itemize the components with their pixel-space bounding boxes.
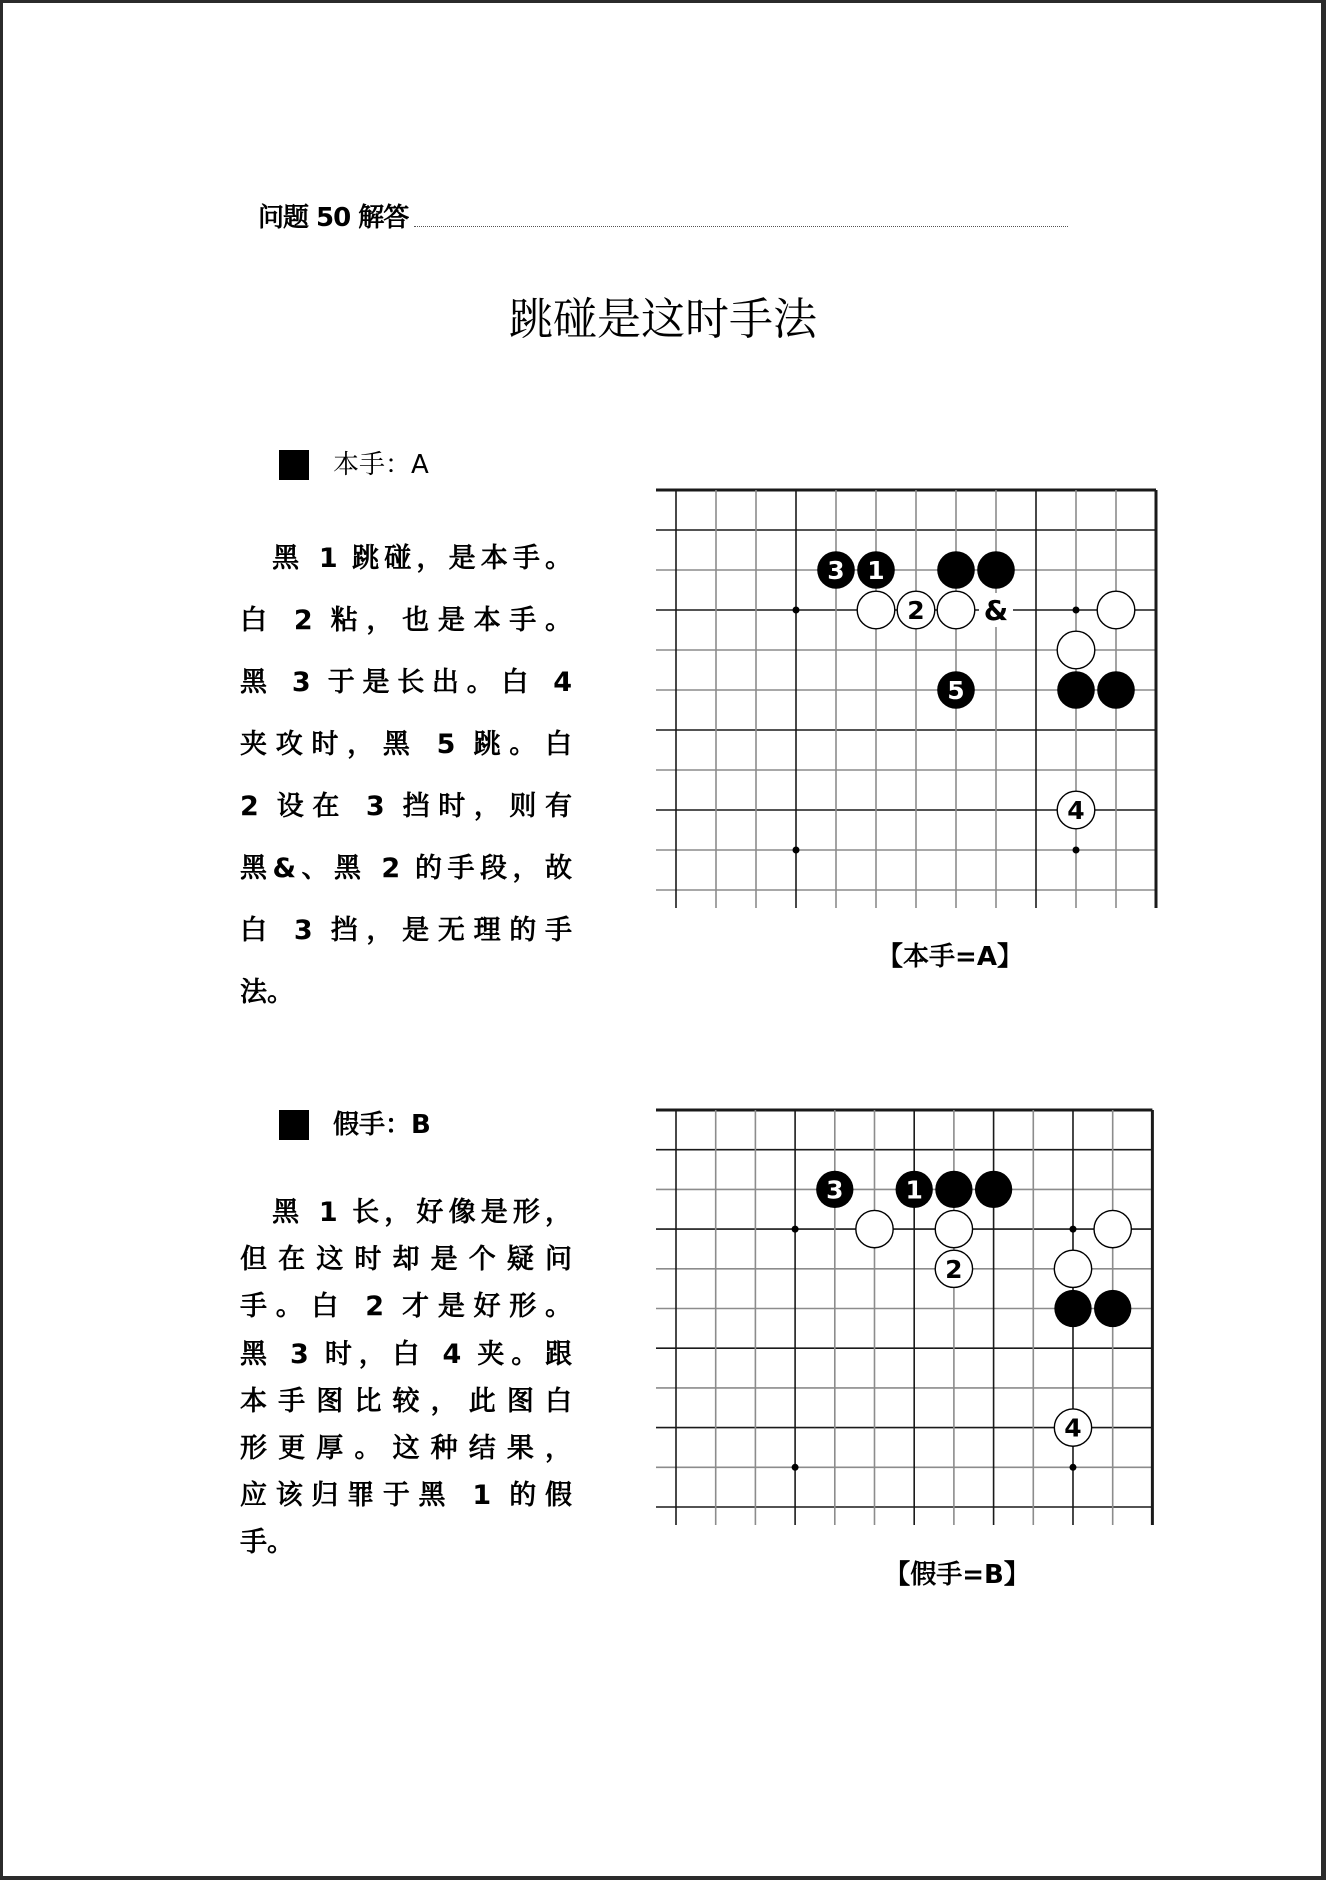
white-stone-icon: [1097, 591, 1135, 629]
body-line: 黑 1 跳碰，是本手。: [240, 543, 572, 574]
section-heading-a: [279, 449, 429, 481]
star-point-icon: [793, 607, 800, 614]
black-square-bullet-icon: [279, 450, 309, 480]
header-label: 问题 50 解答: [258, 203, 409, 233]
body-line: 白 3 挡，是无理的手: [240, 915, 572, 946]
black-stone-icon: [937, 671, 975, 709]
white-stone-icon: [1094, 1210, 1131, 1247]
body-line: 2 设在 3 挡时，则有: [240, 791, 572, 822]
body-line: 黑 3 时，白 4 夹。跟: [240, 1338, 572, 1370]
section-b-body: [240, 1189, 572, 1567]
svg-text:&: &: [983, 594, 1009, 627]
star-point-icon: [1073, 607, 1080, 614]
star-point-icon: [1069, 1464, 1076, 1471]
body-line: 形更厚。这种结果，: [240, 1432, 572, 1464]
body-line: 手。: [240, 1527, 294, 1559]
white-stone-icon: [1054, 1409, 1091, 1446]
white-stone-icon: [897, 591, 935, 629]
body-line: 黑&、黑 2 的手段，故: [240, 853, 572, 884]
black-stone-icon: [857, 551, 895, 589]
svg-text:2: 2: [945, 1254, 963, 1284]
go-board-a: [656, 488, 1160, 910]
svg-text:3: 3: [826, 1175, 844, 1205]
black-stone-icon: [1097, 671, 1135, 709]
body-line: 但在这时却是个疑问: [240, 1244, 572, 1276]
board-grid: [656, 1108, 1156, 1527]
black-stone-icon: [935, 1171, 972, 1208]
svg-text:3: 3: [827, 556, 845, 585]
svg-text:1: 1: [905, 1175, 923, 1205]
body-line: 本手图比较，此图白: [240, 1385, 572, 1417]
black-stone-icon: [937, 551, 975, 589]
body-line: 夹攻时，黑 5 跳。白: [240, 729, 572, 760]
body-line: 黑 3 于是长出。白 4: [240, 667, 572, 698]
black-stone-icon: [816, 1171, 853, 1208]
svg-text:4: 4: [1067, 796, 1085, 825]
black-stone-icon: [817, 551, 855, 589]
black-square-bullet-icon: [279, 1110, 309, 1140]
board-caption-a: 【本手=A】: [877, 942, 1023, 972]
black-stone-icon: [977, 551, 1015, 589]
star-point-icon: [792, 1226, 799, 1233]
white-stone-icon: [856, 1210, 893, 1247]
body-line: 黑 1 长，好像是形，: [240, 1197, 572, 1228]
board-caption-b: 【假手=B】: [884, 1560, 1030, 1590]
black-stone-icon: [1057, 671, 1095, 709]
section-a-body: [240, 528, 572, 1024]
body-line: 应该归罪于黑 1 的假: [240, 1480, 572, 1512]
star-point-icon: [1069, 1226, 1076, 1233]
white-stone-icon: [937, 591, 975, 629]
star-point-icon: [793, 847, 800, 854]
white-stone-icon: [857, 591, 895, 629]
header-dotted-leader: [414, 226, 1068, 227]
white-stone-icon: [935, 1250, 972, 1287]
white-stone-icon: [1057, 791, 1095, 829]
page-title: 跳碰是这时手法: [509, 294, 817, 345]
board-mark-label: [979, 593, 1013, 627]
body-line: 法。: [240, 977, 294, 1008]
star-point-icon: [1073, 847, 1080, 854]
white-stone-icon: [1054, 1250, 1091, 1287]
black-stone-icon: [1054, 1290, 1091, 1327]
section-heading-label: 本手：A: [333, 450, 429, 480]
white-stone-icon: [935, 1210, 972, 1247]
board-grid: [656, 488, 1160, 910]
svg-text:2: 2: [907, 596, 925, 625]
black-stone-icon: [975, 1171, 1012, 1208]
section-heading-label: 假手：B: [333, 1110, 431, 1140]
white-stone-icon: [1057, 631, 1095, 669]
svg-text:5: 5: [947, 676, 965, 705]
black-stone-icon: [1094, 1290, 1131, 1327]
section-heading-b: [279, 1109, 431, 1141]
body-line: 白 2 粘，也是本手。: [240, 605, 572, 636]
svg-text:1: 1: [867, 556, 885, 585]
star-point-icon: [792, 1464, 799, 1471]
page-header: [258, 200, 1068, 234]
body-line: 手。白 2 才是好形。: [240, 1291, 572, 1323]
go-board-b: [656, 1108, 1156, 1527]
black-stone-icon: [896, 1171, 933, 1208]
svg-text:4: 4: [1064, 1413, 1082, 1443]
